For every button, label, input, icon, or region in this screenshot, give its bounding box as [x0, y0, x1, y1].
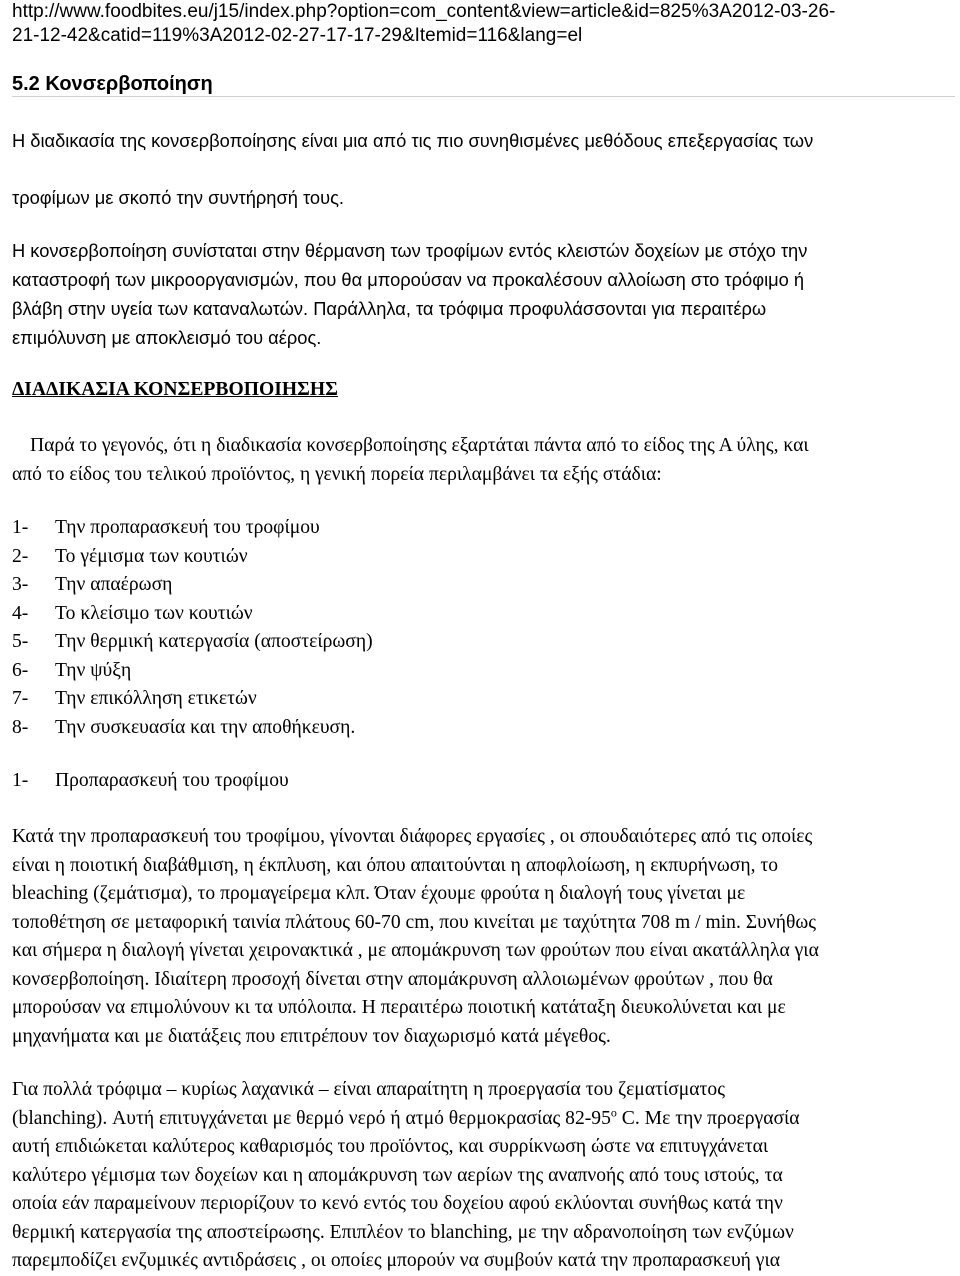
- title-divider: [12, 96, 955, 97]
- process-steps-list: [12, 514, 373, 742]
- preparation-paragraph-2: [12, 1076, 800, 1276]
- paragraph-line: οποία εάν παραμείνουν περιορίζουν το κενό εντός του δοχείου αφού εκλύονται συνήθως κατά την: [12, 1193, 783, 1214]
- paragraph-line: Κατά την προπαρασκευή του τροφίμου, γίνονται διάφορες εργασίες , οι σπουδαιότερες από τις οποίες: [12, 826, 813, 847]
- step-number: 2-: [12, 545, 29, 567]
- step-text: Την επικόλληση ετικετών: [55, 688, 257, 709]
- paragraph-line: καταστροφή των μικροοργανισμών, που θα μπορούσαν να προκαλέσουν αλλοίωση στο τρόφιμο ή: [12, 269, 805, 290]
- intro-line-2: τροφίμων με σκοπό την συντήρησή τους.: [12, 187, 344, 208]
- url-line-1: http://www.foodbites.eu/j15/index.php?option=com_content&view=article&id=825%3A2012-03-26-: [12, 1, 836, 22]
- source-url[interactable]: [12, 0, 948, 48]
- paragraph-line: είναι η ποιοτική διαβάθμιση, η έκπλυση, και όπου απαιτούνται η αποφλοίωση, η εκπυρήνωση, το: [12, 854, 779, 876]
- url-line-2: 21-12-42&catid=119%3A2012-02-27-17-17-29&Itemid=116&lang=el: [12, 25, 583, 46]
- step-number: 1-: [12, 517, 29, 538]
- list-item: [12, 514, 373, 543]
- degree-superscript: ο: [610, 1104, 617, 1119]
- step-number: 3-: [12, 574, 29, 595]
- step-text: Το κλείσιμο των κουτιών: [55, 602, 253, 624]
- process-heading: ΔΙΑΔΙΚΑΣΙΑ ΚΟΝΣΕΡΒΟΠΟΙΗΣΗΣ: [12, 379, 338, 400]
- step-text: Την ψύξη: [55, 659, 132, 681]
- step-text: Την προπαρασκευή του τροφίμου: [55, 517, 320, 538]
- paragraph-line: μπορούσαν να επιμολύνουν κι τα υπόλοιπα. Η περαιτέρω ποιοτική κατάταξη διευκολύνεται και με: [12, 997, 786, 1018]
- paragraph-text: C. Με την προεργασία: [616, 1107, 800, 1129]
- step-text: Την απαέρωση: [55, 574, 173, 595]
- preparation-number: 1-: [12, 770, 29, 791]
- paragraph-line: από το είδος του τελικού προϊόντος, η γενική πορεία περιλαμβάνει τα εξής στάδια:: [12, 463, 662, 485]
- paragraph-line: Παρά το γεγονός, ότι η διαδικασία κονσερβοποίησης εξαρτάται πάντα από το είδος της Α ύλης, και: [30, 435, 809, 456]
- paragraph-text: (blanching). Αυτή επιτυγχάνεται με θερμό νερό ή ατμό θερμοκρασίας 82-95: [12, 1107, 611, 1129]
- list-item: [12, 543, 373, 572]
- paragraph-line: καλύτερο γέμισμα των δοχείων και η απομάκρυνση των αερίων της αναπνοής από τους ιστούς, τα: [12, 1164, 783, 1186]
- paragraph-line: βλάβη στην υγεία των καταναλωτών. Παράλληλα, τα τρόφιμα προφυλάσσονται για περαιτέρω: [12, 298, 767, 319]
- list-item: [12, 714, 373, 743]
- paragraph-line: θερμική κατεργασία της αποστείρωσης. Επιπλέον το blanching, με την αδρανοποίηση των ενζύμων: [12, 1221, 794, 1243]
- paragraph-line: τοποθέτηση σε μεταφορική ταινία πλάτους 60-70 cm, που κινείται με ταχύτητα 708 m / min. Συνήθως: [12, 911, 817, 933]
- list-item: [12, 600, 373, 629]
- paragraph-line: και σήμερα η διαλογή γίνεται χειρονακτικά , με απομάκρυνση των φρούτων που είναι ακατάλληλα για: [12, 940, 819, 961]
- step-number: 8-: [12, 716, 29, 738]
- step-number: 5-: [12, 631, 29, 652]
- list-item: [12, 628, 373, 657]
- intro-line-1: Η διαδικασία της κονσερβοποίησης είναι μια από τις πιο συνηθισμένες μεθόδους επεξεργασίας των: [12, 130, 814, 151]
- paragraph-line: μηχανήματα και με διατάξεις που επιτρέπουν τον διαχωρισμό κατά μέγεθος.: [12, 1025, 611, 1047]
- step-text: Την συσκευασία και την αποθήκευση.: [55, 716, 356, 738]
- process-intro-paragraph: [12, 432, 809, 489]
- paragraph-line: [12, 1105, 800, 1134]
- paragraph-line: κονσερβοποίηση. Ιδιαίτερη προσοχή δίνεται στην απομάκρυνση αλλοιωμένων φρούτων , που θα: [12, 968, 773, 990]
- paragraph-line: Η κονσερβοποίηση συνίσταται στην θέρμανση των τροφίμων εντός κλειστών δοχείων με στόχο την: [12, 240, 808, 261]
- preparation-paragraph-1: [12, 823, 819, 1051]
- paragraph-line: επιμόλυνση με αποκλεισμό του αέρος.: [12, 327, 322, 348]
- paragraph-line: bleaching (ζεμάτισμα), το προμαγείρεμα κλπ. Όταν έχουμε φρούτα η διαλογή τους γίνεται με: [12, 883, 746, 904]
- paragraph-line: αυτή επιδιώκεται καλύτερος καθαρισμός του προϊόντος, και συρρίκνωση ώστε να επιτυγχάνεται: [12, 1136, 769, 1157]
- paragraph-line: Για πολλά τρόφιμα – κυρίως λαχανικά – είναι απαραίτητη η προεργασία του ζεματίσματος: [12, 1079, 725, 1100]
- list-item: [12, 657, 373, 686]
- preparation-heading-text: Προπαρασκευή του τροφίμου: [55, 770, 289, 791]
- paragraph-line: παρεμποδίζει ενζυμικές αντιδράσεις , οι οποίες μπορούν να συμβούν κατά την προπαρασκευή για: [12, 1250, 780, 1271]
- list-item: [12, 571, 373, 600]
- section-title: 5.2 Κονσερβοποίηση: [12, 73, 213, 95]
- preparation-heading: [12, 767, 289, 796]
- step-number: 7-: [12, 688, 29, 709]
- definition-paragraph: [12, 236, 807, 352]
- step-number: 6-: [12, 659, 29, 681]
- list-item: [12, 685, 373, 714]
- step-text: Την θερμική κατεργασία (αποστείρωση): [55, 631, 373, 652]
- step-text: Το γέμισμα των κουτιών: [55, 545, 248, 567]
- step-number: 4-: [12, 602, 29, 624]
